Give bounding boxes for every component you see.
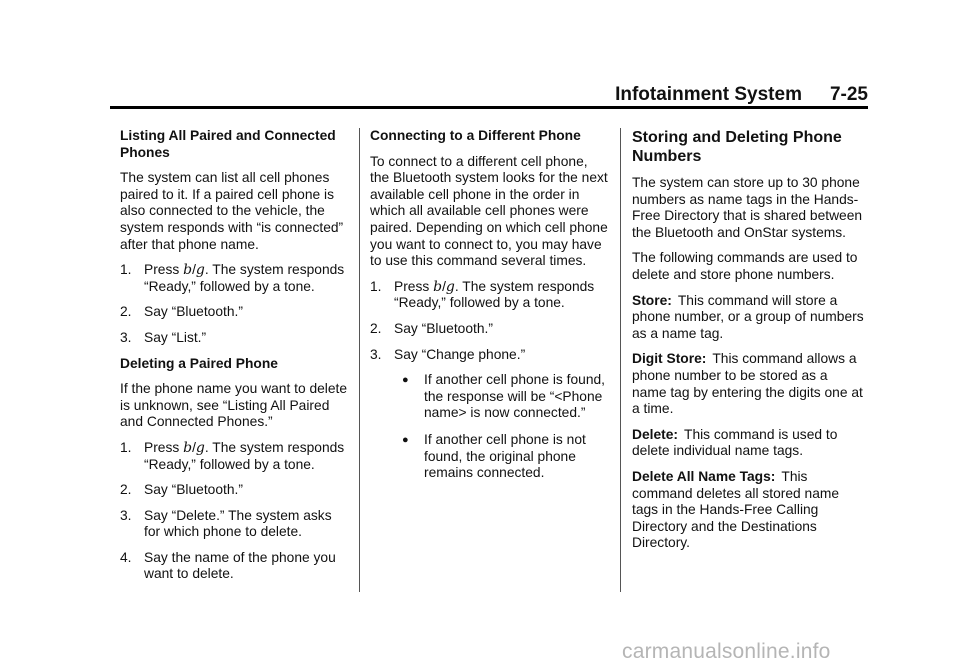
page-header: [110, 84, 868, 106]
heading-listing-phones: Listing All Paired and Connected Phones: [120, 128, 336, 160]
voice-button-icon: b: [183, 262, 193, 279]
voice-button-icon: b: [183, 439, 193, 456]
heading-storing-deleting: Storing and Deleting Phone Numbers: [632, 129, 842, 165]
heading-connecting-phone: Connecting to a Different Phone: [370, 128, 581, 143]
paragraph: The system can store up to 30 phone numbers as name tags in the Hands-Free Directory that is shared between the Bluetooth and OnStar systems.: [632, 175, 863, 240]
list-item: 1. Press b/g. The system responds “Ready,” followed by a tone.: [370, 278, 595, 311]
paragraph: The system can list all cell phones paired to it. If a paired cell phone is also connected to the vehicle, the system responds with “is connected” after that phone name.: [120, 170, 344, 252]
bullet-icon: ●: [402, 374, 409, 387]
definition-digit-store: Digit Store: This command allows a phone number to be stored as a name tag by entering the digits one at a time.: [632, 351, 863, 417]
column-1: [120, 128, 348, 592]
talk-button-icon: g: [445, 278, 455, 295]
section-title: Infotainment System: [615, 84, 802, 105]
definition-store: Store: This command will store a phone number, or a group of numbers as a name tag.: [632, 292, 864, 341]
list-item: 2. Say “Bluetooth.”: [370, 320, 493, 336]
list-item: 3. Say “Change phone.”: [370, 346, 526, 362]
list-item: 3. Say “Delete.” The system asks for which phone to delete.: [120, 507, 332, 540]
list-item: 1. Press b/g. The system responds “Ready,” followed by a tone.: [120, 439, 345, 472]
talk-button-icon: g: [195, 439, 205, 456]
definition-delete: Delete: This command is used to delete individual name tags.: [632, 426, 838, 459]
list-item: 2. Say “Bluetooth.”: [120, 304, 243, 320]
paragraph: To connect to a different cell phone, the Bluetooth system looks for the next available cell phone in the order in which all available cell phones were paired. Depending on which cell phone you want to connect to, you may have to use this command several times.: [370, 153, 608, 269]
bullet-item: ● If another cell phone is found, the response will be “<Phone name> is now connected.”: [402, 372, 606, 421]
talk-button-icon: g: [195, 262, 205, 279]
page-number: 7-25: [829, 84, 868, 105]
watermark: carmanualsonline.info: [622, 640, 831, 663]
definition-delete-all: Delete All Name Tags: This command deletes all stored name tags in the Hands-Free Calling Directory and the Destinations Directory.: [632, 468, 840, 551]
paragraph: If the phone name you want to delete is unknown, see “Listing All Paired and Connected Phones.”: [120, 381, 348, 430]
paragraph: The following commands are used to delete and store phone numbers.: [632, 250, 858, 282]
column-2: [370, 128, 608, 492]
header-rule: [110, 106, 868, 109]
heading-deleting-phone: Deleting a Paired Phone: [120, 355, 278, 371]
list-item: 3. Say “List.”: [120, 329, 207, 345]
column-divider-2: [620, 128, 621, 592]
list-item: 1. Press b/g. The system responds “Ready,” followed by a tone.: [120, 262, 345, 294]
column-divider-1: [359, 128, 360, 592]
voice-button-icon: b: [433, 278, 443, 295]
bullet-icon: ●: [402, 433, 409, 446]
bullet-item: ● If another cell phone is not found, the original phone remains connected.: [402, 431, 586, 481]
list-item: 4. Say the name of the phone you want to delete.: [120, 549, 336, 582]
list-item: 2. Say “Bluetooth.”: [120, 482, 243, 498]
column-3: [632, 128, 864, 561]
